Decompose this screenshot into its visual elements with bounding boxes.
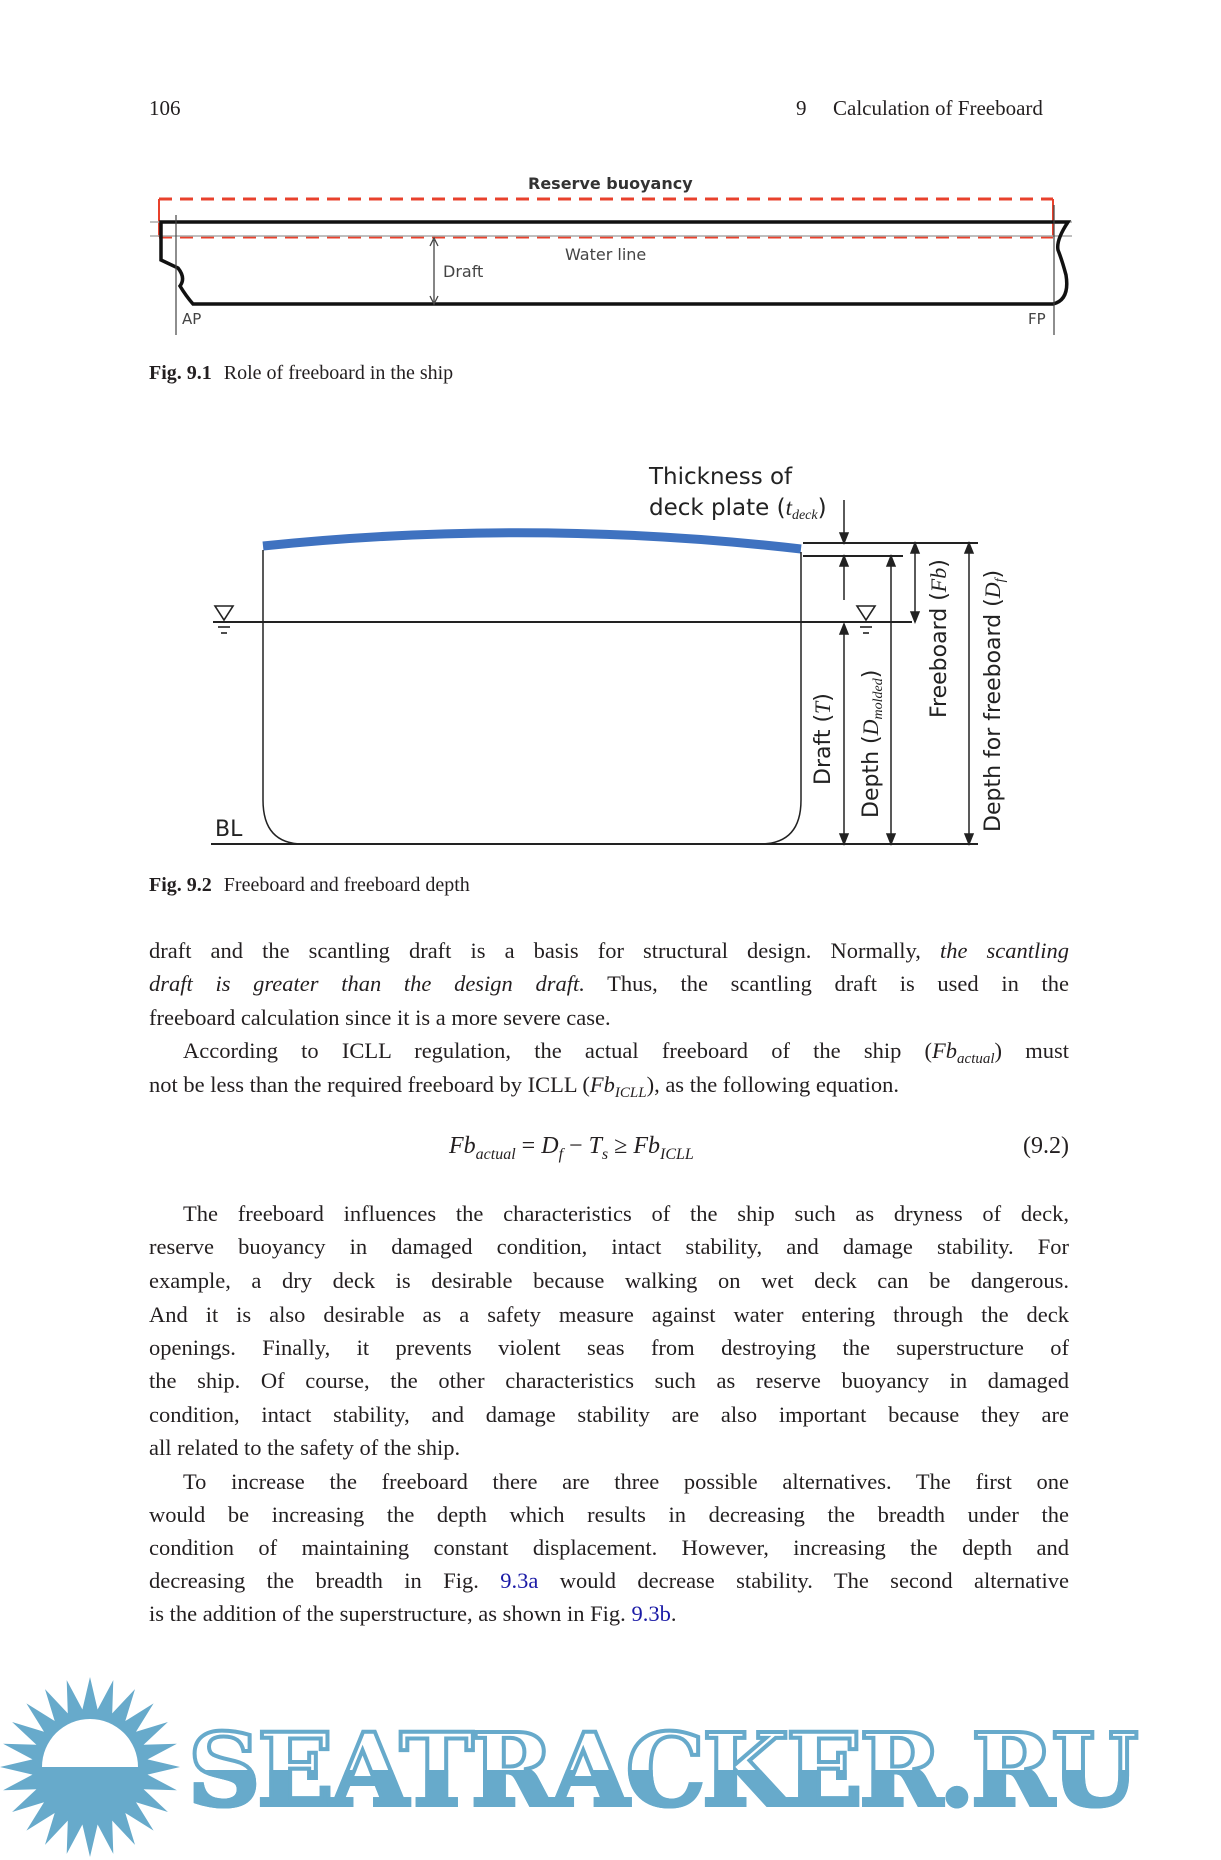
chapter-number: 9 bbox=[796, 96, 807, 120]
figure-9-1 bbox=[0, 0, 1221, 400]
figure-caption-text: Freeboard and freeboard depth bbox=[223, 874, 470, 896]
text-segment: Thus, the scantling draft is used in the bbox=[584, 970, 1069, 996]
text-segment: ICLL bbox=[614, 1084, 647, 1101]
waterline-symbol-left bbox=[215, 606, 233, 633]
text-segment: The freeboard influences the characteristics of the ship such as dryness of deck, bbox=[183, 1200, 1069, 1226]
text-line bbox=[149, 1500, 1069, 1530]
text-line bbox=[149, 1266, 1069, 1296]
text-line bbox=[149, 1300, 1069, 1330]
text-segment: And it is also desirable as a safety measure against water entering through the deck bbox=[149, 1301, 1069, 1327]
text-line bbox=[149, 1400, 1069, 1430]
text-line bbox=[149, 1566, 1069, 1596]
figure-caption-text: Role of freeboard in the ship bbox=[223, 362, 454, 384]
reserve-buoyancy-label: Reserve buoyancy bbox=[528, 174, 693, 193]
text-line bbox=[149, 1070, 1069, 1108]
figure-link[interactable]: 9.3a bbox=[500, 1568, 539, 1594]
text-segment: Fb bbox=[589, 1071, 615, 1097]
text-segment: openings. Finally, it prevents violent seas from destroying the superstructure of bbox=[149, 1334, 1069, 1360]
thickness-label-line1: Thickness of bbox=[649, 464, 793, 490]
bl-label: BL bbox=[215, 817, 243, 842]
text-line bbox=[149, 1433, 1069, 1463]
text-segment: would be increasing the depth which results in decreasing the breadth under the bbox=[149, 1501, 1069, 1527]
text-segment: condition of maintaining constant displacement. However, increasing the depth and bbox=[149, 1534, 1069, 1560]
fp-label: FP bbox=[1028, 310, 1046, 328]
text-segment: draft and the scantling draft is a basis for structural design. Normally, bbox=[149, 937, 940, 963]
draft-t-label: Draft (T) bbox=[810, 693, 836, 785]
text-segment: draft is greater than the design draft. bbox=[149, 970, 585, 996]
text-segment: According to ICLL regulation, the actual freeboard of the ship ( bbox=[183, 1038, 933, 1064]
text-line bbox=[149, 1599, 1069, 1629]
text-line bbox=[183, 1467, 1069, 1497]
chapter-title: Calculation of Freeboard bbox=[833, 96, 1043, 120]
water-line-label: Water line bbox=[565, 245, 647, 264]
text-segment: . bbox=[670, 1601, 677, 1627]
figure-label: Fig. 9.1 bbox=[149, 362, 212, 384]
waterline-symbol-right bbox=[857, 606, 875, 633]
text-line bbox=[149, 1003, 1069, 1033]
freeboard-label: Freeboard (Fb) bbox=[926, 559, 952, 718]
figure-9-2 bbox=[0, 440, 1221, 860]
hull-section bbox=[263, 550, 801, 844]
text-segment: would decrease stability. The second alternative bbox=[538, 1568, 1069, 1594]
text-line bbox=[149, 969, 1069, 999]
deck-plate bbox=[263, 533, 801, 549]
text-line bbox=[149, 936, 1069, 966]
text-segment: To increase the freeboard there are three possible alternatives. The first one bbox=[183, 1468, 1069, 1494]
page-number: 106 bbox=[149, 96, 181, 120]
thickness-label-line2: deck plate (tdeck) bbox=[649, 495, 827, 523]
equation-number: (9.2) bbox=[1023, 1133, 1069, 1159]
text-segment: is the addition of the superstructure, as shown in Fig. bbox=[149, 1601, 632, 1627]
figure-link[interactable]: 9.3b bbox=[631, 1601, 671, 1627]
text-segment: ) must bbox=[994, 1038, 1069, 1064]
text-line bbox=[149, 1232, 1069, 1262]
depth-molded-label: Depth (Dmolded) bbox=[858, 669, 886, 818]
text-line bbox=[149, 1366, 1069, 1396]
fig-9-2-caption bbox=[149, 874, 470, 897]
watermark-text[interactable]: SEATRACKER.RU bbox=[188, 1690, 1198, 1850]
text-segment: example, a dry deck is desirable because walking on wet deck can be dangerous. bbox=[149, 1268, 1069, 1294]
text-line bbox=[149, 1333, 1069, 1363]
draft-label: Draft bbox=[443, 262, 484, 281]
text-line bbox=[183, 1199, 1069, 1229]
text-segment: actual bbox=[957, 1051, 995, 1068]
fig-9-1-caption bbox=[149, 362, 453, 385]
text-segment: condition, intact stability, and damage stability are also important because they are bbox=[149, 1402, 1069, 1428]
ap-label: AP bbox=[182, 310, 202, 328]
text-segment: all related to the safety of the ship. bbox=[149, 1435, 461, 1461]
figure-label: Fig. 9.2 bbox=[149, 874, 212, 896]
text-segment: Fb bbox=[932, 1038, 958, 1064]
text-segment: the ship. Of course, the other characteristics such as reserve buoyancy in damaged bbox=[149, 1367, 1069, 1393]
text-segment: freeboard calculation since it is a more severe case. bbox=[149, 1005, 611, 1031]
text-segment: ), as the following equation. bbox=[646, 1071, 900, 1097]
depth-for-freeboard-label: Depth for freeboard (Df) bbox=[980, 569, 1008, 832]
text-segment: reserve buoyancy in damaged condition, intact stability, and damage stability. For bbox=[149, 1233, 1069, 1259]
text-segment: the scantling bbox=[939, 937, 1069, 963]
text-line bbox=[149, 1533, 1069, 1563]
equation-9-2: $Fb_{actual} = D_f - T_s \ge Fb_{ICLL}$ bbox=[449, 1133, 694, 1163]
text-segment: not be less than the required freeboard by ICLL ( bbox=[149, 1071, 590, 1097]
text-segment: decreasing the breadth in Fig. bbox=[149, 1568, 501, 1594]
sun-icon bbox=[0, 1675, 180, 1860]
